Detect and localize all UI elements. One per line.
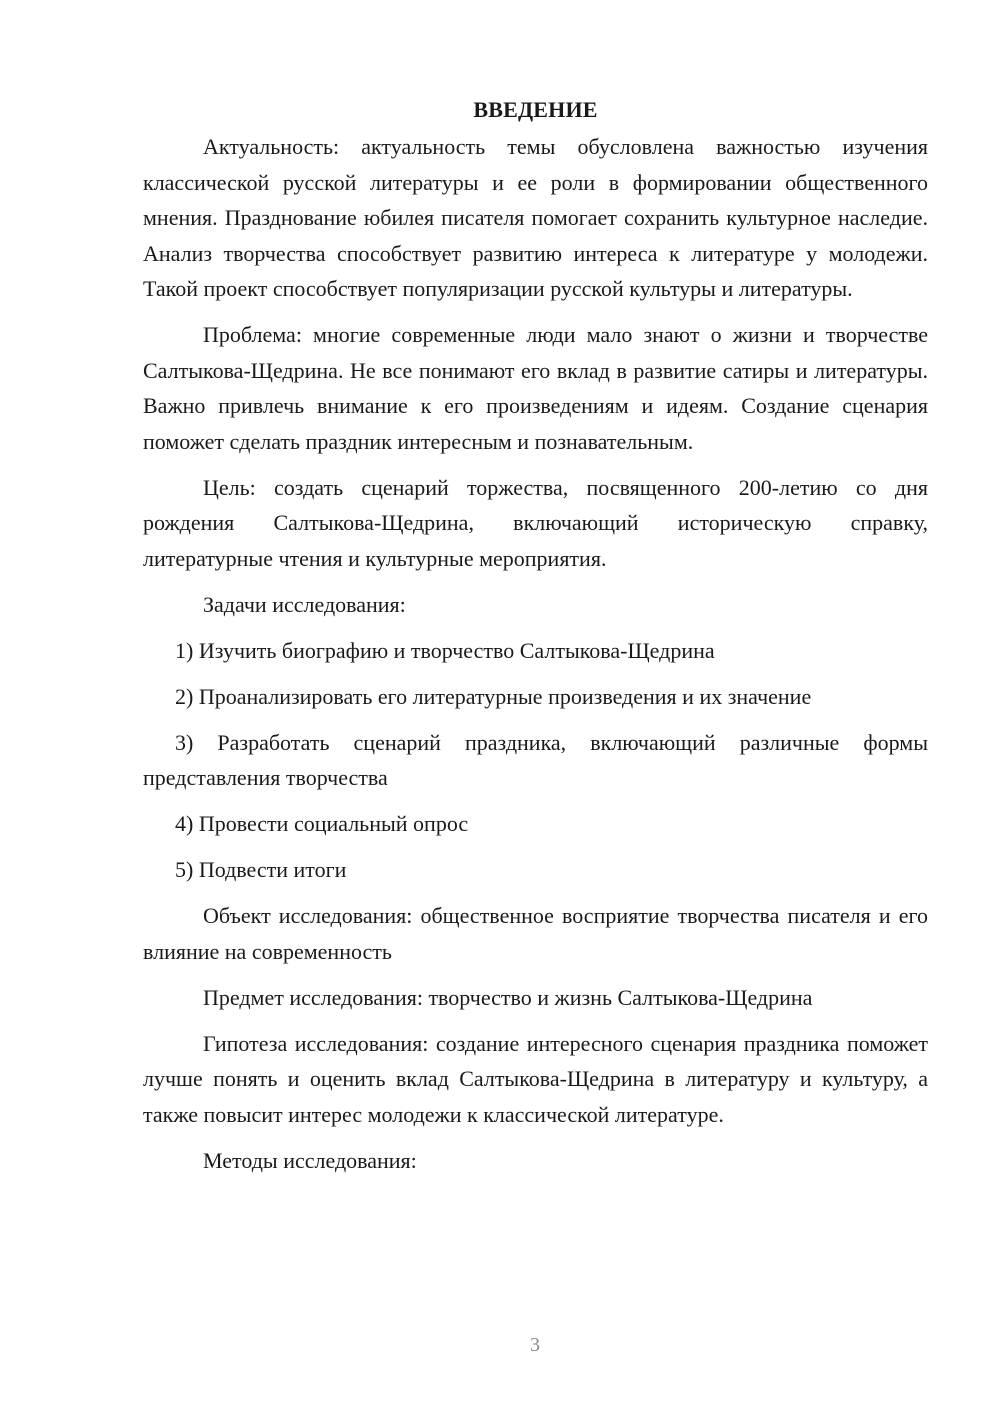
task-item-1: 1) Изучить биографию и творчество Салтыкова-Щедрина: [175, 637, 715, 663]
object-paragraph: Объект исследования: общественное восприятие творчества писателя и его влияние на современность: [143, 903, 928, 964]
page-number: 3: [530, 1334, 540, 1356]
document-page: [143, 93, 928, 1189]
subject-paragraph: Предмет исследования: творчество и жизнь Салтыкова-Щедрина: [203, 984, 813, 1010]
task-item-5: 5) Подвести итоги: [175, 857, 347, 882]
task-item-4: 4) Провести социальный опрос: [175, 811, 469, 836]
hypothesis-paragraph: Гипотеза исследования: создание интересного сценария праздника поможет лучше понять и оценить вклад Салтыкова-Щедрина в литературу и культуру, а также повысит интерес молодежи к классической литературе.: [143, 1030, 928, 1127]
section-title: ВВЕДЕНИЕ: [473, 97, 598, 122]
task-item-3: 3) Разработать сценарий праздника, включающий различные формы представления творчества: [143, 729, 928, 790]
relevance-paragraph: Актуальность: актуальность темы обусловлена важностью изучения классической русской литературы и ее роли в формировании общественного мнения. Празднование юбилея писателя помогает сохранить культурное наследие. Анализ творчества способствует развитию интереса к литературе у молодежи. Такой проект способствует популяризации русской культуры и литературы.: [143, 134, 928, 301]
methods-heading: Методы исследования:: [203, 1147, 417, 1173]
tasks-heading: Задачи исследования:: [203, 591, 406, 617]
problem-paragraph: Проблема: многие современные люди мало знают о жизни и творчестве Салтыкова-Щедрина. Не все понимают его вклад в развитие сатиры и литературы. Важно привлечь внимание к его произведениям и идеям. Создание сценария поможет сделать праздник интересным и познавательным.: [143, 322, 928, 454]
task-item-2: 2) Проанализировать его литературные произведения и их значение: [175, 683, 812, 709]
goal-paragraph: Цель: создать сценарий торжества, посвященного 200-летию со дня рождения Салтыкова-Щедрина, включающий историческую справку, литературные чтения и культурные мероприятия.: [143, 474, 928, 571]
